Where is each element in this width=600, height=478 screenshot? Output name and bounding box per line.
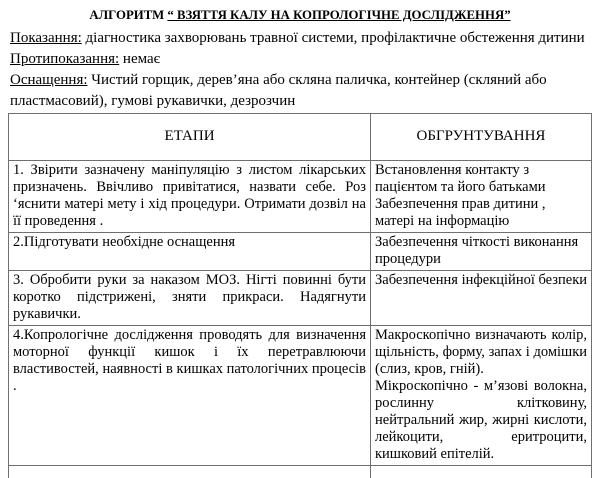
document-header [0, 0, 600, 112]
rationale-cell [371, 161, 592, 233]
column-header-rationale: ОБГРУНТУВАННЯ [371, 114, 592, 161]
table-row [9, 233, 592, 271]
contraindications-line [10, 49, 590, 70]
table-row [9, 326, 592, 466]
contraindications-label: Протипоказання: [10, 51, 120, 67]
rationale-cell [371, 233, 592, 271]
stage-cell: 1. Звірити зазначену маніпуляцію з листом лікарських призначень. Ввічливо привітатися, назвати себе. Роз ‘яснити матері мету і хід процедури. Отримати дозвіл на її проведення . [9, 161, 371, 233]
column-header-stages: ЕТАПИ [9, 114, 371, 161]
equipment-label: Оснащення: [10, 72, 88, 88]
indications-line [10, 28, 590, 49]
rationale-paragraph: Забезпечення інфекційної безпеки [375, 272, 588, 288]
procedure-table [8, 113, 592, 478]
rationale-cell [371, 271, 592, 326]
rationale-paragraph: Мікроскопічно - м’язові волокна, рослинну клітковину, нейтральний жир, жирні кислоти, лейкоцити, еритроцити, кишковий епітелій. [375, 378, 587, 462]
equipment-line [10, 70, 590, 112]
stage-cell: 2.Підготувати необхідне оснащення [9, 233, 371, 271]
doc-title [10, 7, 590, 23]
doc-title-quoted: “ ВЗЯТТЯ КАЛУ НА КОПРОЛОГІЧНЕ ДОСЛІДЖЕННЯ” [167, 8, 511, 22]
rationale-paragraph: Забезпечення прав дитини , матері на інформацію [375, 196, 546, 229]
table-row-partial [9, 466, 592, 478]
rationale-cell-partial [371, 466, 592, 478]
rationale-paragraph: Макроскопічно визначають колір, щільність, форму, запах і домішки (слиз, кров, гній). [375, 327, 587, 377]
equipment-text: Чистий горщик, дерев’яна або скляна паличка, контейнер (скляний або пластмасовий), гумові рукавички, дезрозчин [10, 72, 547, 109]
doc-title-prefix: АЛГОРИТМ [89, 8, 165, 22]
indications-text: діагностика захворювань травної системи, профілактичне обстеження дитини [85, 30, 585, 46]
table-header-row [9, 114, 592, 161]
contraindications-text: немає [122, 51, 161, 67]
table-row [9, 271, 592, 326]
stage-cell-partial [9, 466, 371, 478]
rationale-paragraph: Встановлення контакту з пацієнтом та його батьками [375, 162, 546, 195]
table-row [9, 161, 592, 233]
rationale-paragraph: Забезпечення чіткості виконання процедури [375, 234, 579, 267]
stage-cell: 4.Копрологічне дослідження проводять для визначення моторної функції кишок і їх перетравлюючи властивостей, наявності в кишках патологічних процесів . [9, 326, 371, 466]
indications-label: Показання: [10, 30, 82, 46]
rationale-cell [371, 326, 592, 466]
stage-cell: 3. Обробити руки за наказом МОЗ. Нігті повинні бути коротко підстрижені, зняти прикраси. Надягнути рукавички. [9, 271, 371, 326]
